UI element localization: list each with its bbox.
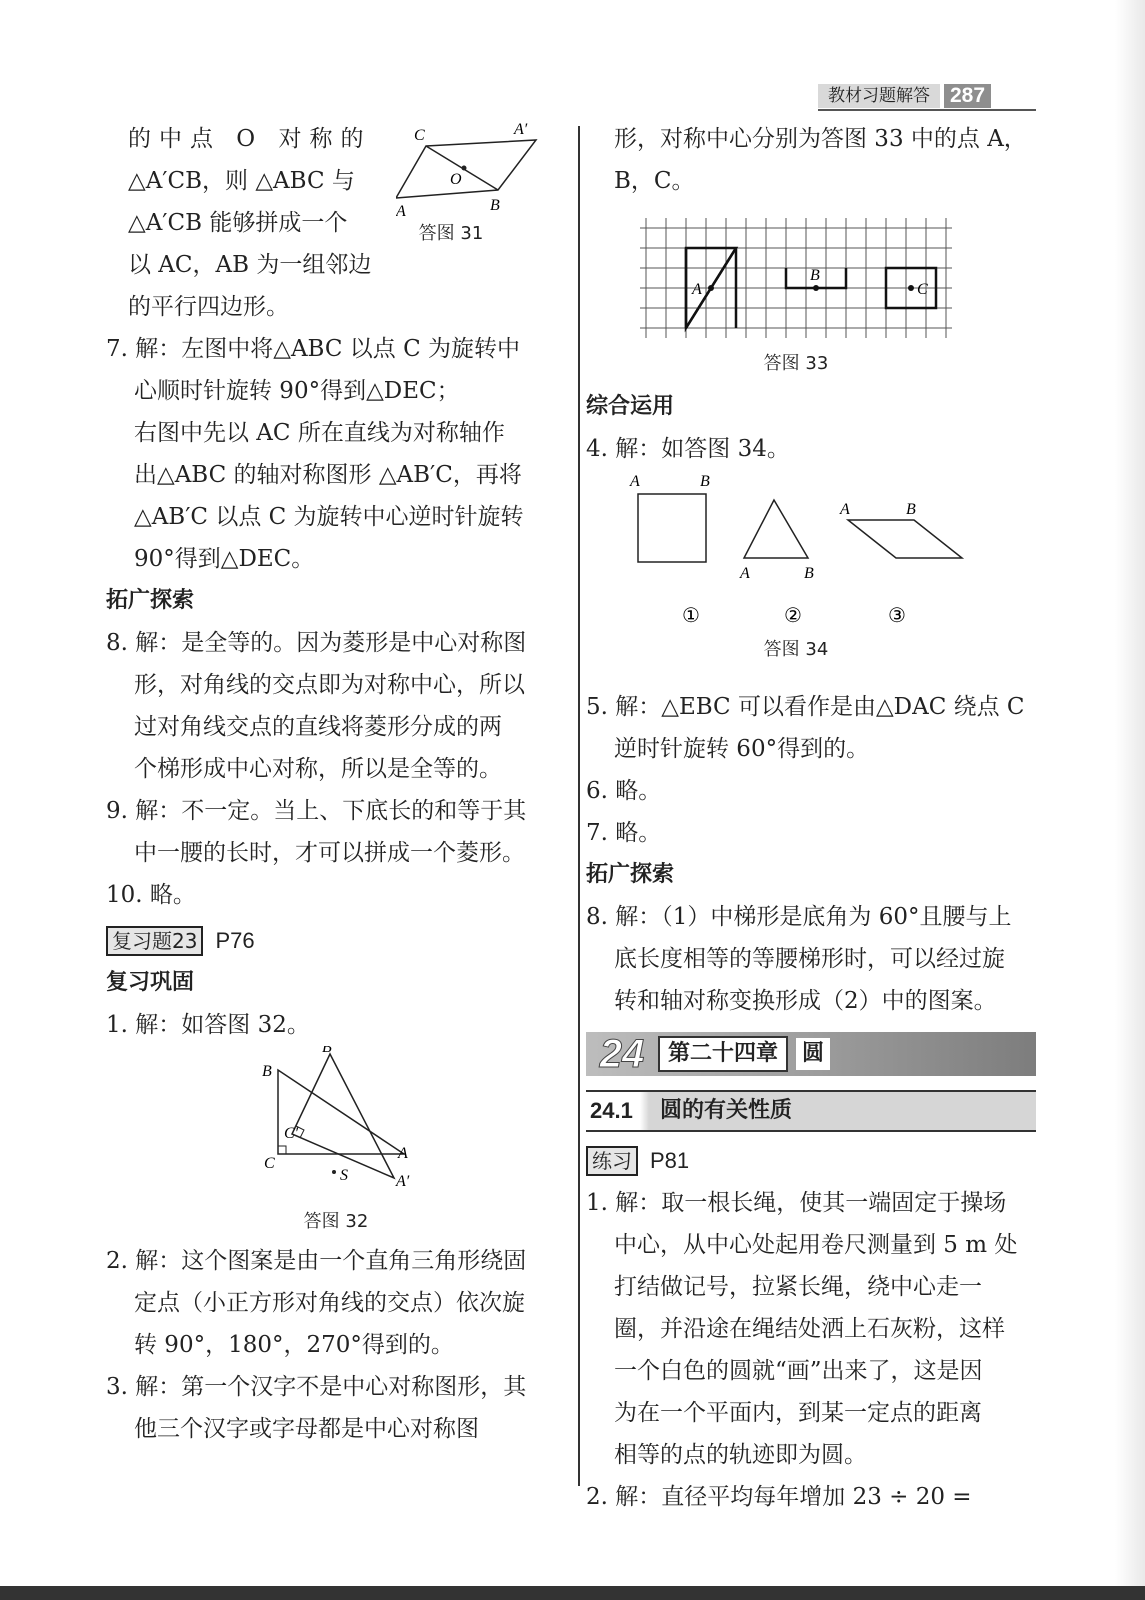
text-line: 1. 解：取一根长绳，使其一端固定于操场 <box>586 1190 1007 1216</box>
text-line: 2. 解：这个图案是由一个直角三角形绕固 <box>106 1248 527 1274</box>
page-bottom-edge <box>0 1586 1145 1600</box>
figure-number-1: ① <box>682 603 700 627</box>
review-answer-3 <box>106 1366 558 1450</box>
text-line: 底长度相等的等腰梯形时，可以经过旋 <box>614 946 1005 972</box>
text-line: 的中点 O 对称的 <box>128 126 372 152</box>
label-c: C <box>917 281 928 298</box>
text-line: 一个白色的圆就“画”出来了，这是因 <box>614 1358 983 1384</box>
text-line: 形，对角线的交点即为对称中心，所以 <box>134 672 525 698</box>
section-heading: 复习巩固 <box>106 970 195 995</box>
answer-8 <box>586 896 1036 1022</box>
column-divider <box>578 126 580 1486</box>
exercise-answer-2: 2. 解：直径平均每年增加 23 ÷ 20 = <box>586 1484 972 1510</box>
text-line: 相等的点的轨迹即为圆。 <box>614 1442 867 1468</box>
label-b: B <box>262 1063 272 1080</box>
figure-caption: 答图 34 <box>763 639 829 660</box>
label-a: A <box>396 203 406 220</box>
text-line: 他三个汉字或字母都是中心对称图 <box>134 1416 479 1442</box>
text-line: 中心，从中心处起用卷尺测量到 5 m 处 <box>614 1232 1018 1258</box>
review-answer-1: 1. 解：如答图 32。 <box>106 1012 310 1038</box>
exercise-answer-1 <box>586 1182 1036 1476</box>
figure-32 <box>106 1046 558 1240</box>
text-line: 5. 解：△EBC 可以看作是由△DAC 绕点 C <box>586 694 1025 720</box>
practice-label: 练习 <box>586 1146 638 1176</box>
label-s: S <box>340 1167 348 1184</box>
section-number: 24.1 <box>590 1098 633 1123</box>
answer-7 <box>106 328 558 580</box>
label-b: B <box>810 267 820 284</box>
parallelogram-label-a: A <box>840 501 850 518</box>
label-b-prime: B′ <box>322 1046 336 1056</box>
label-c-prime: C′ <box>284 1125 299 1142</box>
chapter-title: 第二十四章 <box>658 1036 788 1072</box>
chapter-number: 24 <box>599 1032 645 1076</box>
header-rule <box>818 109 1036 111</box>
section-heading: 拓广探索 <box>586 862 675 887</box>
text-line: 90°得到△DEC。 <box>134 546 315 572</box>
chapter-banner <box>586 1032 1036 1076</box>
text-line: 过对角线交点的直线将菱形分成的两 <box>134 714 502 740</box>
text-line: 出△ABC 的轴对称图形 △AB′C，再将 <box>134 462 522 488</box>
right-column <box>586 118 1036 1518</box>
text-line: 转和轴对称变换形成（2）中的图案。 <box>614 988 997 1014</box>
text-line: 转 90°，180°，270°得到的。 <box>134 1332 454 1358</box>
text-line: △A′CB 能够拼成一个 <box>128 210 348 236</box>
text-line: △A′CB，则 △ABC 与 <box>128 168 355 194</box>
text-line: 右图中先以 AC 所在直线为对称轴作 <box>134 420 505 446</box>
header-tag: 教材习题解答 <box>818 84 940 108</box>
answer-7: 7. 略。 <box>586 820 662 846</box>
figure-caption: 答图 31 <box>418 223 484 244</box>
shapes-diagram <box>586 470 1036 660</box>
review-answer-2 <box>106 1240 558 1366</box>
square-label-b: B <box>700 473 710 490</box>
section-title: 圆的有关性质 <box>660 1098 793 1123</box>
chapter-subtitle: 圆 <box>796 1038 830 1070</box>
text-line: 7. 解：左图中将△ABC 以点 C 为旋转中 <box>106 336 521 362</box>
continued-paragraph <box>586 118 1036 202</box>
text-line: 圈，并沿途在绳结处洒上石灰粉，这样 <box>614 1316 1005 1342</box>
text-line: 3. 解：第一个汉字不是中心对称图形，其 <box>106 1374 527 1400</box>
text-line: 中一腰的长时，才可以拼成一个菱形。 <box>134 840 525 866</box>
label-a: A <box>692 281 702 298</box>
triangle-label-b: B <box>804 565 814 582</box>
label-c: C <box>264 1155 275 1172</box>
practice-heading <box>586 1140 1036 1182</box>
text-line: 打结做记号，拉紧长绳，绕中心走一 <box>614 1274 982 1300</box>
review-label: 复习题23 <box>106 926 203 956</box>
text-line: B，C。 <box>614 168 695 194</box>
label-a-prime: A′ <box>396 1173 410 1190</box>
section-banner <box>586 1090 1036 1132</box>
page-number: 287 <box>944 84 991 108</box>
text-line: 心顺时针旋转 90°得到△DEC； <box>134 378 460 404</box>
review-page: P76 <box>215 928 255 953</box>
label-c: C <box>414 127 425 144</box>
section-heading: 综合运用 <box>586 394 675 419</box>
text-line: 个梯形成中心对称，所以是全等的。 <box>134 756 502 782</box>
text-line: △AB′C 以点 C 为旋转中心逆时针旋转 <box>134 504 524 530</box>
text-line: 的平行四边形。 <box>128 294 289 320</box>
text-line: 形，对称中心分别为答图 33 中的点 A， <box>614 126 1027 152</box>
label-a: A <box>398 1145 408 1162</box>
label-a-prime: A′ <box>514 121 528 138</box>
answer-4: 4. 解：如答图 34。 <box>586 436 790 462</box>
figure-number-2: ② <box>784 603 802 627</box>
running-header <box>818 84 991 108</box>
answer-5 <box>586 686 1036 770</box>
grid-diagram <box>586 208 1036 348</box>
practice-page: P81 <box>650 1148 690 1173</box>
label-o: O <box>450 171 462 188</box>
text-line: 8. 解：是全等的。因为菱形是中心对称图 <box>106 630 527 656</box>
figure-caption: 答图 33 <box>763 353 829 374</box>
text-line: 为在一个平面内，到某一定点的距离 <box>614 1400 982 1426</box>
figure-33 <box>586 202 1036 386</box>
continued-paragraph <box>106 118 558 328</box>
text-line: 逆时针旋转 60°得到的。 <box>614 736 870 762</box>
review-heading <box>106 920 558 962</box>
square-label-a: A <box>630 473 640 490</box>
answer-10: 10. 略。 <box>106 882 196 908</box>
figure-34 <box>586 470 1036 686</box>
answer-9 <box>106 790 558 874</box>
text-line: 以 AC，AB 为一组邻边 <box>128 252 372 278</box>
page-edge <box>1115 0 1145 1600</box>
label-b: B <box>490 197 500 214</box>
text-line: 定点（小正方形对角线的交点）依次旋 <box>134 1290 525 1316</box>
section-heading: 拓广探索 <box>106 588 195 613</box>
figure-31 <box>396 118 546 248</box>
answer-8 <box>106 622 558 790</box>
text-line: 8. 解：（1）中梯形是底角为 60°且腰与上 <box>586 904 1012 930</box>
figure-caption: 答图 32 <box>303 1211 369 1232</box>
parallelogram-label-b: B <box>906 501 916 518</box>
triangle-label-a: A <box>740 565 750 582</box>
answer-6: 6. 略。 <box>586 778 662 804</box>
text-line: 9. 解：不一定。当上、下底长的和等于其 <box>106 798 527 824</box>
left-column <box>106 118 558 1450</box>
figure-number-3: ③ <box>888 603 906 627</box>
triangle-rotation-diagram <box>106 1046 558 1210</box>
